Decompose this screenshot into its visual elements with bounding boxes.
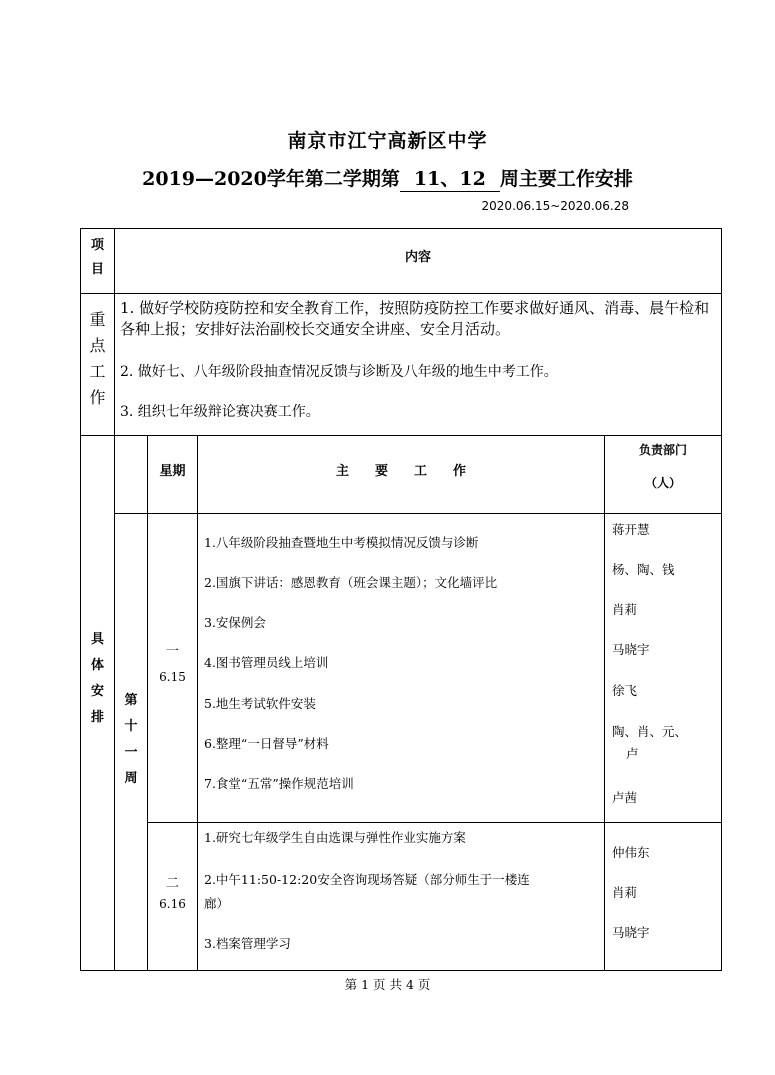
- day-1-dept-8: 卢茜: [612, 790, 638, 805]
- day-1-task-7: 7.食堂“五常”操作规范培训: [204, 776, 354, 791]
- day-1-dept-6: 陶、肖、元、: [612, 724, 688, 739]
- key-work-item-2: 2. 做好七、八年级阶段抽查情况反馈与诊断及八年级的地生中考工作。: [120, 364, 558, 380]
- key-work-label: 重 点 工 作: [89, 310, 106, 407]
- school-title: 南京市江宁高新区中学: [287, 130, 488, 152]
- day-2-dept-1: 仲伟东: [612, 845, 650, 860]
- key-work-item-1: 1. 做好学校防疫防控和安全教育工作，按照防疫防控工作要求做好通风、消毒、晨午检和各种上报；安排好法治副校长交通安全讲座、安全月活动。: [120, 299, 710, 338]
- weekday-header: 星期: [159, 464, 186, 479]
- day-2-task-3: 3.档案管理学习: [204, 936, 291, 951]
- week-label: 第 十 一 周: [124, 693, 138, 786]
- day-1-task-6: 6.整理“一日督导”材料: [204, 736, 329, 751]
- week-numbers: 11、12: [400, 164, 500, 192]
- day-1-dept-4: 马晓宇: [612, 642, 650, 657]
- day-1-date: 6.15: [159, 670, 186, 684]
- title-suffix: 周主要工作安排: [499, 168, 633, 190]
- day-1-dept-3: 肖莉: [612, 602, 638, 617]
- day-2-dept-2: 肖莉: [612, 885, 638, 900]
- day-1-task-2: 2.国旗下讲话：感恩教育（班会课主题）；文化墙评比: [204, 575, 498, 590]
- day-1-task-3: 3.安保例会: [204, 615, 266, 630]
- task-header: 主 要 工 作: [335, 464, 466, 479]
- day-1-task-1: 1.八年级阶段抽查暨地生中考模拟情况反馈与诊断: [204, 535, 479, 550]
- title-prefix: 2019—2020学年第二学期第: [142, 168, 400, 190]
- day-1-dept-5: 徐飞: [612, 683, 638, 698]
- day-2-dept-3: 马晓宇: [612, 925, 650, 940]
- dept-header: [605, 441, 721, 491]
- header-content: 内容: [404, 250, 431, 265]
- day-2-date: 6.16: [159, 897, 186, 911]
- schedule-title: [0, 164, 775, 192]
- day-2-task-2: 2.中午11:50-12:20安全咨询现场答疑（部分师生于一楼连: [204, 872, 530, 887]
- day-1-task-5: 5.地生考试软件安装: [204, 696, 316, 711]
- dept-header-line1: 负责部门: [638, 443, 687, 457]
- day-1-weekday: 一: [165, 644, 179, 659]
- page-footer: 第 1 页 共 4 页: [344, 977, 431, 992]
- dept-header-line2: （人）: [644, 476, 681, 490]
- day-1-dept-1: 蒋开慧: [612, 522, 650, 537]
- date-range: 2020.06.15~2020.06.28: [481, 199, 629, 213]
- day-2-task-2-cont: 廊）: [204, 896, 230, 911]
- key-work-item-3: 3. 组织七年级辩论赛决赛工作。: [120, 404, 320, 420]
- header-item: 项 目: [90, 238, 104, 277]
- day-1-dept-7: 卢: [626, 746, 639, 761]
- day-2-task-1: 1.研究七年级学生自由选课与弹性作业实施方案: [204, 830, 466, 845]
- day-1-task-4: 4.图书管理员线上培训: [204, 655, 329, 670]
- day-1-dept-2: 杨、陶、钱: [612, 562, 675, 577]
- schedule-label: 具 体 安 排: [90, 632, 104, 725]
- day-2-weekday: 二: [165, 876, 179, 891]
